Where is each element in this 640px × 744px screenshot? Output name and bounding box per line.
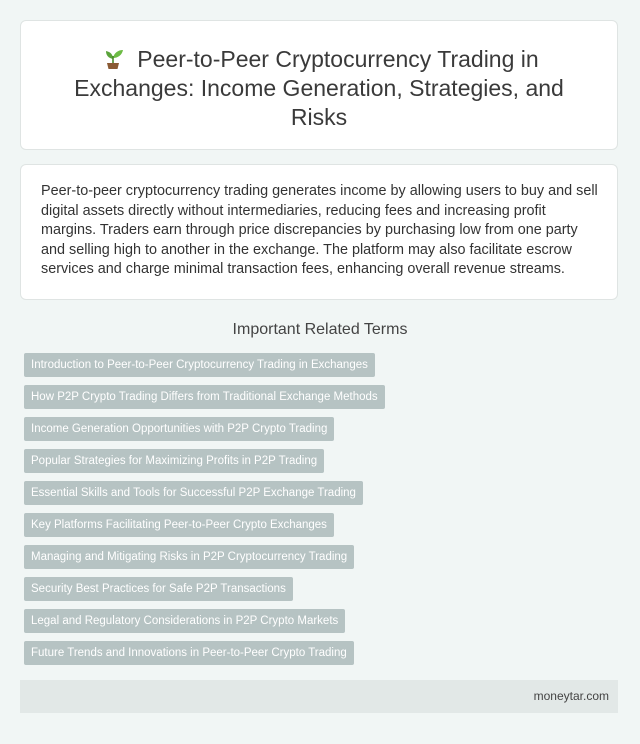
sprout-icon — [99, 47, 127, 69]
related-term-tag[interactable]: Legal and Regulatory Considerations in P2P Crypto Markets — [24, 609, 345, 633]
footer-site-link[interactable]: moneytar.com — [533, 689, 609, 703]
page-title-text: Peer-to-Peer Cryptocurrency Trading in Exchanges: Income Generation, Strategies, and Risks — [74, 46, 564, 130]
related-term-tag[interactable]: Future Trends and Innovations in Peer-to-Peer Crypto Trading — [24, 641, 354, 665]
related-term-tag[interactable]: Introduction to Peer-to-Peer Cryptocurrency Trading in Exchanges — [24, 353, 375, 377]
title-card — [20, 20, 618, 150]
related-term-tag[interactable]: Income Generation Opportunities with P2P Crypto Trading — [24, 417, 334, 441]
related-term-tag[interactable]: Popular Strategies for Maximizing Profits in P2P Trading — [24, 449, 324, 473]
summary-card — [20, 164, 618, 300]
related-term-tag[interactable]: Key Platforms Facilitating Peer-to-Peer Crypto Exchanges — [24, 513, 334, 537]
related-term-tag[interactable]: Security Best Practices for Safe P2P Transactions — [24, 577, 293, 601]
related-term-tag[interactable]: Managing and Mitigating Risks in P2P Cryptocurrency Trading — [24, 545, 354, 569]
footer-bar — [20, 680, 618, 713]
related-term-tag[interactable]: Essential Skills and Tools for Successful P2P Exchange Trading — [24, 481, 363, 505]
related-terms-heading: Important Related Terms — [232, 321, 408, 338]
page-title — [51, 45, 587, 132]
related-terms-list — [24, 353, 385, 673]
related-term-tag[interactable]: How P2P Crypto Trading Differs from Traditional Exchange Methods — [24, 385, 385, 409]
summary-text: Peer-to-peer cryptocurrency trading generates income by allowing users to buy and sell digital assets directly without intermediaries, reducing fees and increasing profit margins. Traders earn through price discrepancies by purchasing low from one party and selling high to another in the exchange. The platform may also facilitate escrow services and charge minimal transaction fees, enhancing overall revenue streams. — [41, 183, 598, 278]
